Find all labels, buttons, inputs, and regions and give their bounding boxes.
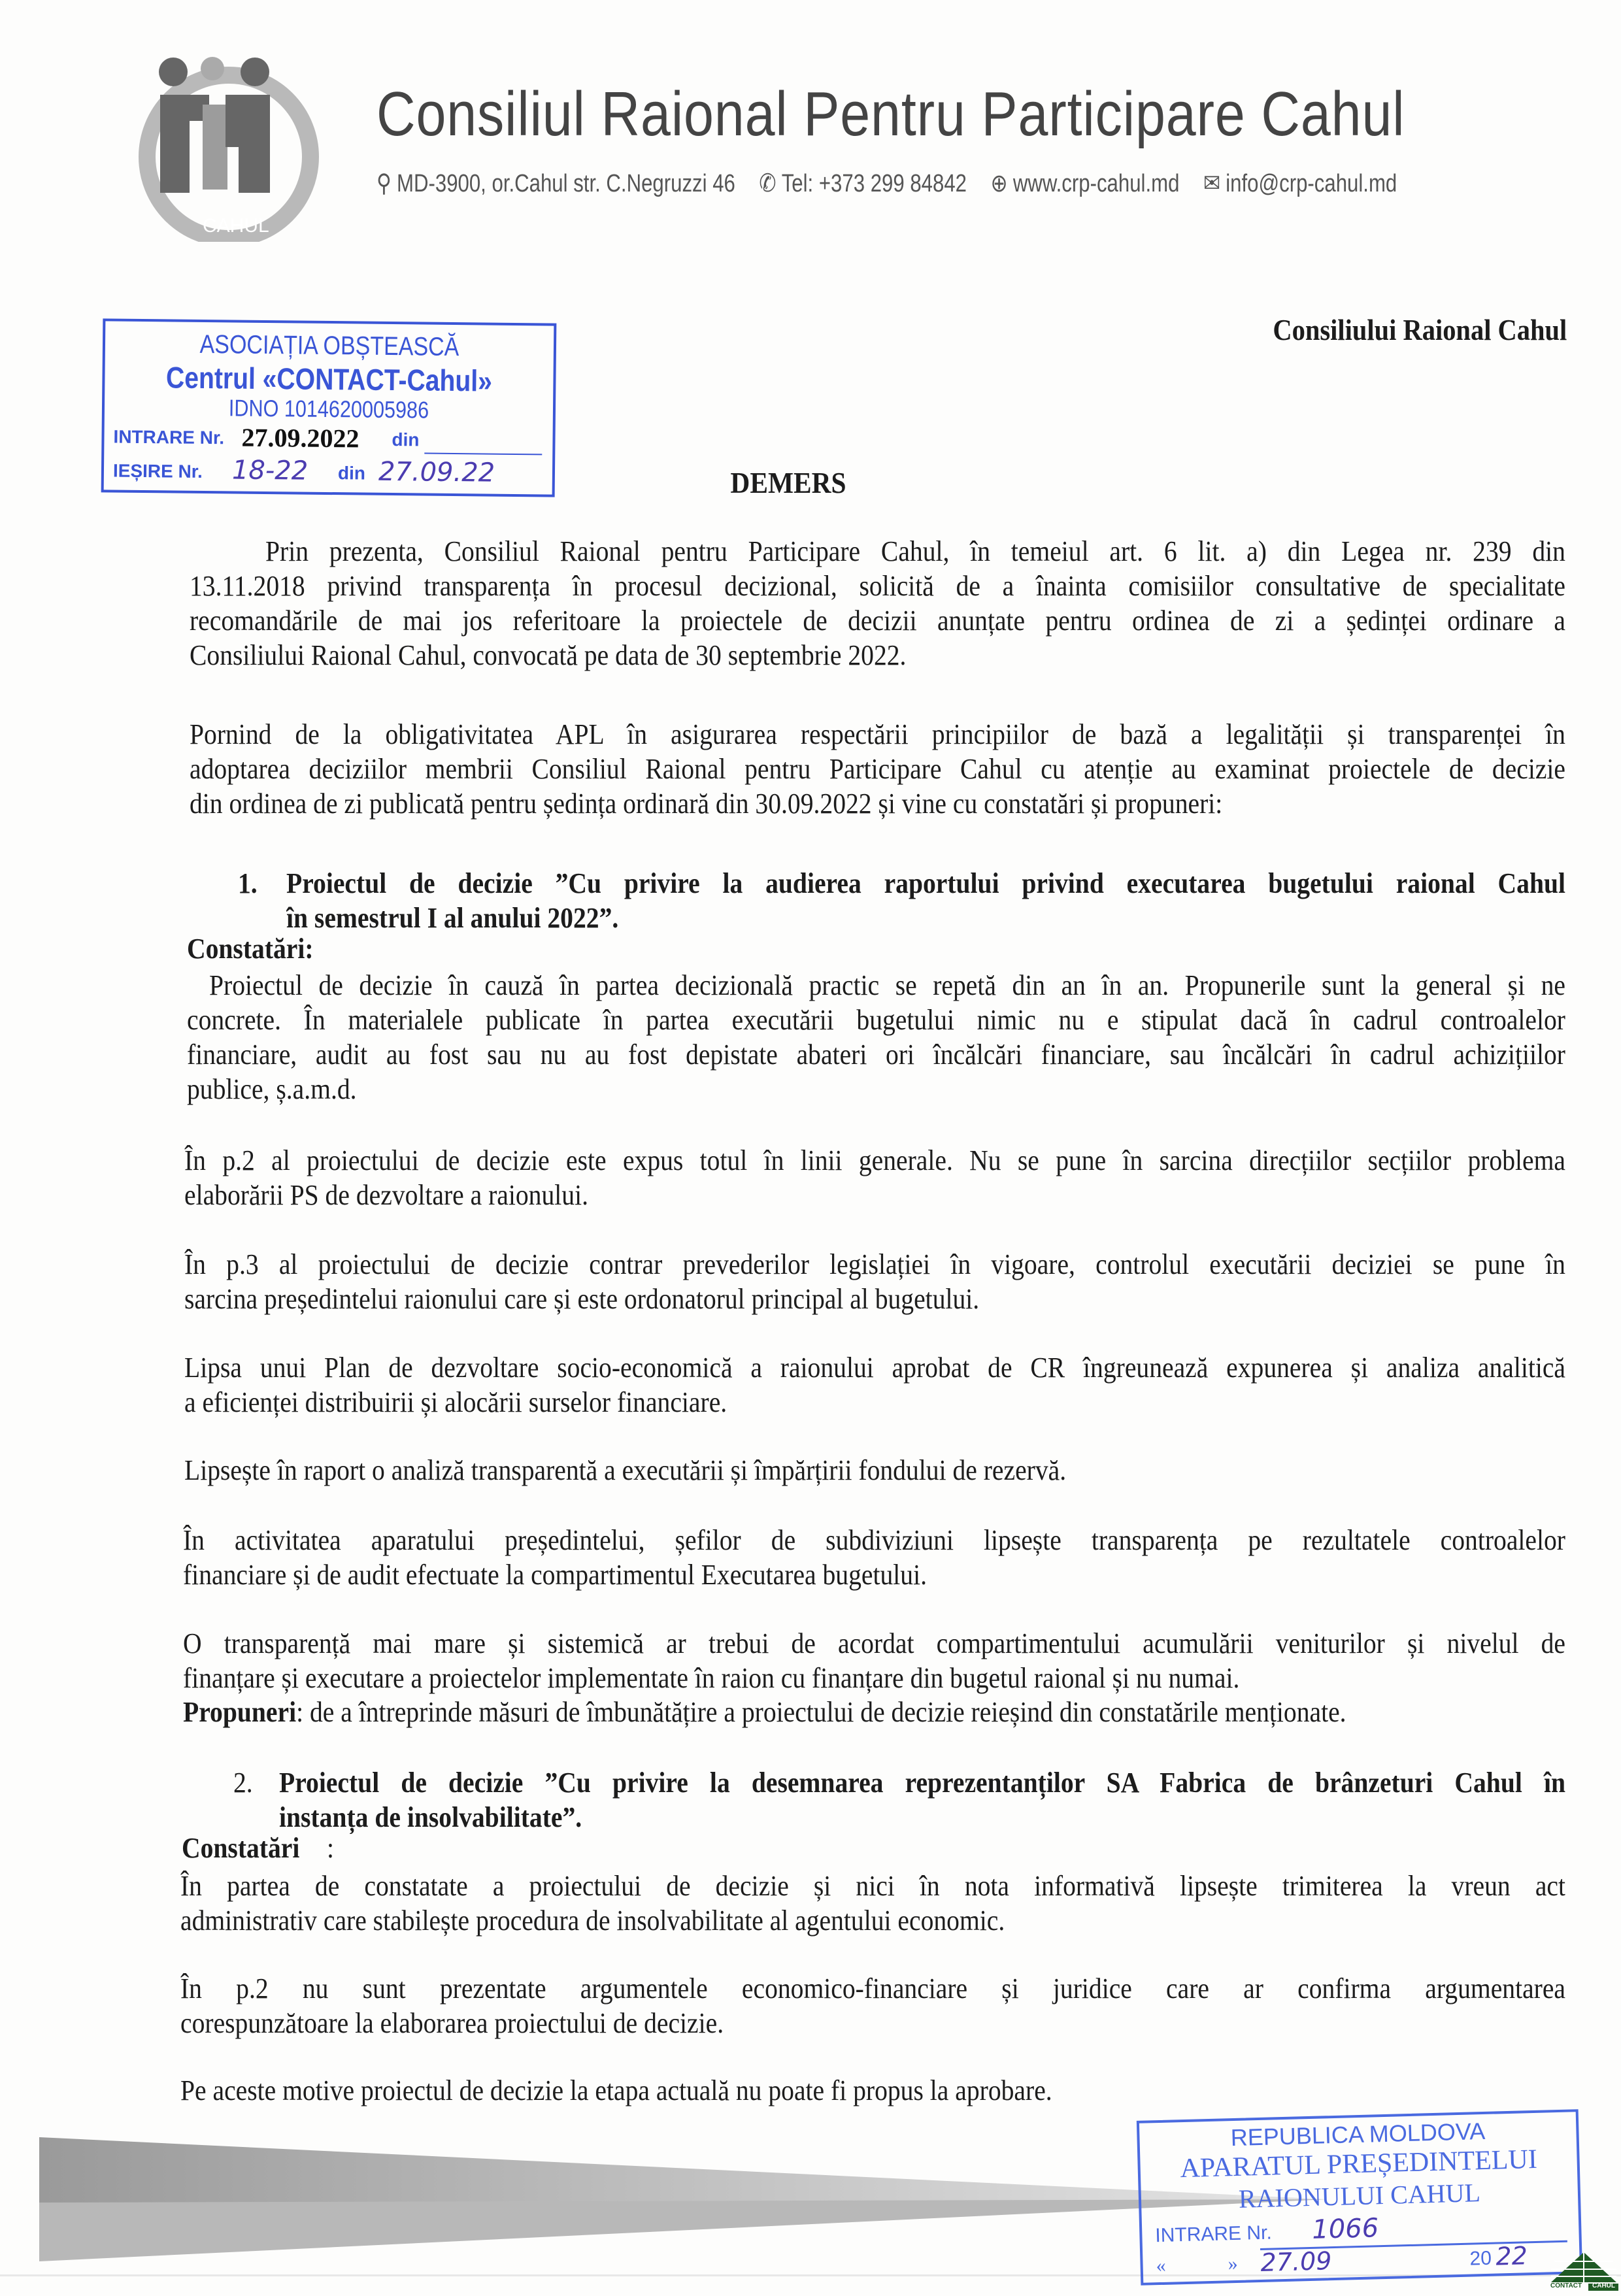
text-line: adoptarea deciziilor membrii Consiliul Raional pentru Participare Cahul cu atenție au examinat proiectele de decizie — [190, 753, 1565, 785]
handwritten-date: 27.09.22 — [378, 456, 495, 488]
propuneri-paragraph — [183, 1695, 1565, 1729]
iesire-din-label: din — [337, 463, 366, 484]
text-line: instanța de insolvabilitate”. — [279, 1801, 582, 1833]
stamp-line: REPUBLICA MOLDOVA — [1230, 2117, 1486, 2152]
handwritten-number: 18-22 — [231, 455, 309, 486]
logo-text: CONTACT — [1550, 2282, 1582, 2289]
stamp-line: Centrul «CONTACT-Cahul» — [165, 360, 493, 398]
text-line: Proiectul de decizie ”Cu privire la audierea raportului privind executarea bugetului raional Cahul — [286, 867, 1565, 899]
globe-icon: ⊕ — [990, 170, 1008, 197]
finding-paragraph — [183, 1523, 1565, 1592]
text-line: În activitatea aparatului președintelui, șefilor de subdiviziuni lipsește transparența pe rezultatele controalelor — [183, 1524, 1565, 1556]
propuneri-text: : de a întreprinde măsuri de îmbunătățire a proiectului de decizie reieșind din constatările menționate. — [296, 1696, 1346, 1728]
intro-paragraph — [190, 534, 1565, 673]
text-line: În p.2 nu sunt prezentate argumentele economico-financiare și juridice care ar confirma argumentarea — [180, 1972, 1565, 2005]
text-line: elaborării PS de dezvoltare a raionului. — [184, 1179, 588, 1211]
address: MD-3900, or.Cahul str. C.Negruzzi 46 — [397, 170, 735, 197]
handwritten-number: 1066 — [1311, 2213, 1379, 2245]
text-line: concrete. În materialele publicate în partea executării bugetului nimic nu e stipulat dacă în cadrul controalelor — [187, 1004, 1565, 1036]
item-heading — [279, 1765, 1565, 1835]
finding-paragraph — [180, 1971, 1565, 2040]
text-line: Consiliului Raional Cahul, convocată pe data de 30 septembrie 2022. — [190, 639, 907, 671]
finding-paragraph — [180, 1869, 1565, 1938]
addressee: Consiliului Raional Cahul — [1273, 313, 1567, 346]
item-number: 2. — [233, 1767, 253, 1799]
stamp-line: APARATUL PREȘEDINTELUI — [1179, 2144, 1538, 2184]
text-line: financiare și de audit efectuate la compartimentul Executarea bugetului. — [183, 1559, 927, 1591]
constatari-heading: Constatări — [182, 1832, 300, 1864]
website-link[interactable]: www.crp-cahul.md — [1012, 170, 1180, 197]
propuneri-label: Propuneri — [183, 1696, 297, 1728]
text-line: În p.3 al proiectului de decizie contrar prevederilor legislației în vigoare, controlul executării deciziei se pune în — [184, 1248, 1565, 1280]
quote-close: » — [1228, 2252, 1239, 2275]
envelope-icon: ✉ — [1203, 170, 1221, 197]
text-line: finanțare și executare a proiectelor implementate în raion cu finanțare din bugetul raional și nu numai. — [183, 1662, 1240, 1694]
text-line: Proiectul de decizie în cauză în partea decizională practic se repetă din an în an. Propunerile sunt la general și ne — [209, 969, 1565, 1001]
stamp-line: RAIONULUI CAHUL — [1238, 2178, 1481, 2214]
text-line: Pornind de la obligativitatea APL în asigurarea respectării principiilor de bază a legalității și transparenței în — [190, 718, 1565, 750]
intrare-label: INTRARE Nr. — [1154, 2221, 1273, 2247]
contact-line — [376, 169, 1415, 198]
stamp-line-rule — [424, 453, 542, 456]
stamp-line: IDNO 1014620005986 — [228, 394, 429, 424]
phone-icon: ✆ — [759, 170, 777, 197]
text-line: administrativ care stabilește procedura de insolvabilitate al agentului economic. — [180, 1905, 1005, 1937]
text-line: a eficienței distribuirii și alocării surselor financiare. — [184, 1386, 727, 1418]
iesire-label: IEȘIRE Nr. — [112, 460, 203, 482]
constatari-heading: Constatări: — [187, 933, 314, 965]
crp-logo — [98, 46, 346, 242]
text-line: din ordinea de zi publicată pentru ședința ordinară din 30.09.2022 și vine cu constatări și propuneri: — [190, 788, 1223, 820]
finding-paragraph — [184, 1350, 1565, 1420]
text-line: În p.2 al proiectului de decizie este expus totul în linii generale. Nu se pune în sarcina direcțiilor secțiilor problema — [184, 1144, 1565, 1176]
item-heading — [286, 866, 1565, 935]
typed-date: 27.09.2022 — [241, 422, 359, 454]
text-line: Prin prezenta, Consiliul Raional pentru Participare Cahul, în temeiul art. 6 lit. a) din Legea nr. 239 din — [265, 535, 1565, 567]
text-line: În partea de constatate a proiectului de decizie și nici în nota informativă lipsește trimiterea la vreun act — [180, 1870, 1565, 1902]
text-line: O transparență mai mare și sistemică ar trebui de acordat compartimentului acumulării veniturilor și nivelul de — [183, 1627, 1565, 1659]
year-prefix: 20 — [1469, 2247, 1492, 2270]
finding-paragraph — [184, 1247, 1565, 1316]
handwritten-year: 22 — [1495, 2241, 1528, 2271]
quote-open: « — [1156, 2254, 1167, 2277]
location-pin-icon: ⚲ — [376, 170, 392, 197]
text-line: corespunzătoare la elaborarea proiectului de decizie. — [180, 2007, 724, 2039]
organization-name: Consiliul Raional Pentru Participare Cahul — [376, 79, 1405, 149]
finding-paragraph — [184, 1143, 1565, 1212]
finding-paragraph — [187, 968, 1565, 1106]
text-line: Lipsa unui Plan de dezvoltare socio-economică a raionului aprobat de CR îngreunează expunerea și analiza analitică — [184, 1352, 1565, 1384]
intrare-din-label: din — [392, 429, 420, 450]
handwritten-date: 27.09 — [1260, 2246, 1332, 2277]
logo-caption: CAHUL — [203, 215, 269, 237]
intrare-label: INTRARE Nr. — [113, 426, 225, 448]
conclusion-paragraph — [180, 2073, 1565, 2108]
finding-paragraph — [184, 1453, 1565, 1488]
phone: Tel: +373 299 84842 — [781, 170, 967, 197]
text-line: sarcina președintelui raionului care și este ordonatorul principal al bugetului. — [184, 1283, 980, 1315]
colon: : — [327, 1832, 335, 1864]
text-line: financiare, audit au fost sau nu au fost depistate abateri ori încălcări financiare, sau încălcări în cadrul achizițiilor — [187, 1039, 1565, 1071]
text-line: 13.11.2018 privind transparența în procesul decizional, solicită de a înainta comisiilor consultative de specialitate — [190, 570, 1565, 602]
text-line: în semestrul I al anului 2022”. — [286, 902, 619, 934]
finding-paragraph — [183, 1626, 1565, 1695]
text-line: recomandările de mai jos referitoare la proiectele de decizii anunțate pentru ordinea de zi a ședinței ordinare a — [190, 605, 1565, 637]
text-line: publice, ș.a.m.d. — [187, 1073, 357, 1105]
document-title: DEMERS — [730, 466, 846, 499]
stamp-line: ASOCIAȚIA OBȘTEASCĂ — [199, 329, 460, 362]
incoming-registration-stamp — [1137, 2109, 1582, 2286]
item-number: 1. — [238, 867, 258, 899]
context-paragraph — [190, 717, 1565, 821]
logo-text: CAHUL — [1592, 2282, 1615, 2289]
text-line: Proiectul de decizie ”Cu privire la desemnarea reprezentanților SA Fabrica de brânzeturi Cahul în — [279, 1767, 1565, 1799]
email-link[interactable]: info@crp-cahul.md — [1226, 170, 1397, 197]
contact-cahul-logo — [1548, 2252, 1620, 2291]
text-line: Pe aceste motive proiectul de decizie la etapa actuală nu poate fi propus la aprobare. — [180, 2074, 1052, 2106]
text-line: Lipsește în raport o analiză transparentă a executării și împărțirii fondului de rezervă. — [184, 1454, 1067, 1486]
